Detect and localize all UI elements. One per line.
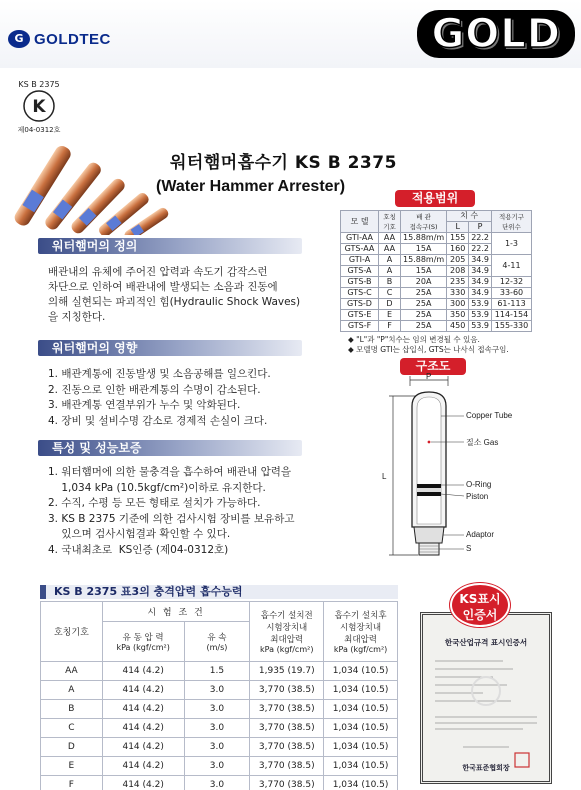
- perf-header-flow-pressure: [102, 622, 184, 662]
- section-effects-title: 워터햄머의 영향: [52, 341, 138, 355]
- section-features-title: 특성 및 성능보증: [52, 441, 142, 455]
- table-row: [41, 776, 398, 790]
- cell-units: 155-330: [492, 321, 532, 332]
- performance-heading: [40, 585, 398, 599]
- table-row: [41, 719, 398, 738]
- cell-before: 3,770 (38.5): [250, 681, 324, 700]
- cell-after: 1,034 (10.5): [324, 738, 398, 757]
- perf-header-test-cond: 시 험 조 건: [102, 602, 250, 622]
- features-item: 1. 워터햄머에 의한 물충격을 흡수하여 배관내 압력을: [48, 466, 292, 478]
- table-row: [341, 233, 532, 244]
- perf-header-velocity: [184, 622, 250, 662]
- definition-line: 을 지칭한다.: [48, 311, 106, 323]
- effects-item: 2. 진동으로 인한 배관계통의 수명이 감소된다.: [48, 383, 261, 396]
- cell-after: 1,034 (10.5): [324, 776, 398, 790]
- definition-line: 차단으로 인하여 배관내에 발생되는 소음과 진동에: [48, 281, 278, 293]
- cell-units: 12-32: [492, 277, 532, 288]
- perf-header-before-unit: kPa (kgf/cm²): [260, 645, 314, 654]
- page-title-korean: 워터햄머흡수기 KS B 2375: [170, 153, 397, 173]
- scope-header-units: 적용기구 단위수: [492, 211, 532, 233]
- cell-velocity: 3.0: [184, 719, 250, 738]
- definition-text: [48, 265, 310, 325]
- cell-model: GTS-C: [341, 288, 379, 299]
- effects-item: 3. 배관계통 연결부위가 누수 및 악화된다.: [48, 399, 241, 411]
- cell-pressure: 414 (4.2): [102, 776, 184, 790]
- effects-item: 4. 장비 및 설비수명 감소로 경제적 손실이 크다.: [48, 414, 268, 427]
- cell-L: 450: [447, 321, 469, 332]
- cell-P: 53.9: [469, 299, 492, 310]
- section-definition-heading: [38, 238, 302, 254]
- cell-model: GTS-AA: [341, 244, 379, 255]
- cell-after: 1,034 (10.5): [324, 700, 398, 719]
- cell-pressure: 414 (4.2): [102, 757, 184, 776]
- structure-badge: 구조도: [400, 358, 466, 375]
- cell-code: F: [41, 776, 103, 790]
- section-features-heading: [38, 440, 302, 456]
- table-row: [41, 738, 398, 757]
- label-copper-tube: Copper Tube: [466, 411, 513, 420]
- effects-list: [48, 367, 318, 429]
- perf-header-flow-pressure-unit: kPa (kgf/cm²): [116, 643, 170, 652]
- ks-standard-label: KS B 2375: [18, 80, 60, 89]
- table-row: [41, 662, 398, 681]
- label-adaptor: Adaptor: [466, 530, 495, 539]
- cell-model: GTI-A: [341, 255, 379, 266]
- perf-header-before-text: 흡수기 설치전 시험장치내 최대압력: [260, 611, 313, 645]
- cell-before: 3,770 (38.5): [250, 776, 324, 790]
- table-row: [41, 681, 398, 700]
- cell-L: 330: [447, 288, 469, 299]
- cell-model: GTS-E: [341, 310, 379, 321]
- scope-table: [340, 210, 532, 332]
- performance-table: [40, 601, 398, 790]
- cell-before: 3,770 (38.5): [250, 719, 324, 738]
- perf-header-after-unit: kPa (kgf/cm²): [333, 645, 388, 654]
- cell-P: 34.9: [469, 288, 492, 299]
- cell-conn: 15A: [401, 266, 447, 277]
- cell-code: A: [379, 255, 401, 266]
- features-item: 있으며 검사시험결과 확인할 수 있다.: [48, 528, 231, 540]
- cell-P: 53.9: [469, 321, 492, 332]
- perf-header-velocity-text: 유 속: [207, 633, 227, 643]
- cell-velocity: 3.0: [184, 738, 250, 757]
- ks-certificate-badge: [450, 583, 510, 627]
- definition-line: 의해 실현되는 파괴적인 힘(Hydraulic Shock Waves): [48, 296, 301, 308]
- cell-code: C: [41, 719, 103, 738]
- structure-diagram: [338, 372, 550, 572]
- table-row: [341, 310, 532, 321]
- cell-code: C: [379, 288, 401, 299]
- cell-code: D: [41, 738, 103, 757]
- cell-code: E: [41, 757, 103, 776]
- brand-logo: [8, 30, 111, 48]
- cell-velocity: 1.5: [184, 662, 250, 681]
- cell-conn: 15A: [401, 244, 447, 255]
- table-row: [341, 288, 532, 299]
- perf-header-flow-pressure-text: 유 동 압 력: [122, 633, 164, 643]
- cell-before: 3,770 (38.5): [250, 757, 324, 776]
- cell-after: 1,034 (10.5): [324, 662, 398, 681]
- cell-before: 1,935 (19.7): [250, 662, 324, 681]
- cell-velocity: 3.0: [184, 681, 250, 700]
- certificate-image: [420, 612, 552, 784]
- cell-L: 208: [447, 266, 469, 277]
- table-row: [41, 757, 398, 776]
- cell-code: AA: [379, 244, 401, 255]
- label-P: P: [426, 372, 432, 381]
- cell-conn: 25A: [401, 310, 447, 321]
- cell-P: 34.9: [469, 266, 492, 277]
- product-arrester-image: [10, 130, 175, 235]
- cell-units: 114-154: [492, 310, 532, 321]
- cell-pressure: 414 (4.2): [102, 719, 184, 738]
- ks-cert-number: 제04-0312호: [17, 126, 61, 134]
- cell-P: 34.9: [469, 255, 492, 266]
- certificate-issuer: 한국표준협회장: [462, 764, 510, 772]
- table-row: [341, 299, 532, 310]
- cell-model: GTS-F: [341, 321, 379, 332]
- definition-line: 배관내의 유체에 주어진 압력과 속도기 감작스런: [48, 266, 268, 278]
- cell-conn: 20A: [401, 277, 447, 288]
- scope-header-dim: 치 수: [447, 211, 492, 222]
- cell-code: AA: [379, 233, 401, 244]
- features-item: 3. KS B 2375 기준에 의한 검사시험 장비를 보유하고: [48, 512, 295, 525]
- cell-before: 3,770 (38.5): [250, 700, 324, 719]
- page-title-english: (Water Hammer Arrester): [156, 178, 346, 195]
- scope-header-model: 모 델: [341, 211, 379, 233]
- effects-item: 1. 배관계통에 진동발생 및 소음공해를 일으킨다.: [48, 368, 271, 380]
- cell-model: GTS-B: [341, 277, 379, 288]
- label-L: L: [382, 472, 387, 481]
- cell-pressure: 414 (4.2): [102, 681, 184, 700]
- table-row: [341, 321, 532, 332]
- certificate-title: 한국산업규격 표시인증서: [444, 638, 528, 647]
- cell-code: A: [41, 681, 103, 700]
- table-row: [341, 255, 532, 266]
- features-list: [48, 465, 318, 558]
- cell-code: A: [379, 266, 401, 277]
- ks-badge-line1: KS표시: [459, 592, 501, 606]
- cell-velocity: 3.0: [184, 776, 250, 790]
- cell-after: 1,034 (10.5): [324, 681, 398, 700]
- cell-P: 22.2: [469, 233, 492, 244]
- cell-pressure: 414 (4.2): [102, 700, 184, 719]
- arrester-cross-section: [338, 372, 550, 572]
- cell-L: 205: [447, 255, 469, 266]
- cell-after: 1,034 (10.5): [324, 719, 398, 738]
- cell-P: 22.2: [469, 244, 492, 255]
- label-s: S: [466, 544, 472, 553]
- features-item: 2. 수직, 수평 등 모든 형태로 설치가 가능하다.: [48, 497, 261, 509]
- cell-P: 53.9: [469, 310, 492, 321]
- perf-header-code: 호칭기호: [41, 602, 103, 662]
- cell-velocity: 3.0: [184, 700, 250, 719]
- features-item: 1,034 kPa (10.5kgf/cm²)이하로 유지한다.: [48, 481, 266, 494]
- cell-L: 300: [447, 299, 469, 310]
- section-effects-heading: [38, 340, 302, 356]
- ks-symbol: K: [32, 97, 46, 117]
- cell-L: 155: [447, 233, 469, 244]
- ks-certification-mark: [10, 78, 68, 134]
- label-o-ring: O-Ring: [466, 480, 492, 489]
- cell-pressure: 414 (4.2): [102, 662, 184, 681]
- perf-header-before: [250, 602, 324, 662]
- perf-header-after-text: 흡수기 설치후 시험장치내 최대압력: [334, 611, 387, 645]
- label-nitrogen-gas: 질소 Gas: [466, 438, 499, 447]
- scope-header-P: P: [469, 222, 492, 233]
- cell-conn: 25A: [401, 288, 447, 299]
- cell-model: GTS-D: [341, 299, 379, 310]
- goldtec-logo-icon: G: [8, 30, 30, 48]
- perf-header-velocity-unit: (m/s): [206, 643, 228, 652]
- cell-L: 160: [447, 244, 469, 255]
- page-header: [0, 0, 581, 68]
- cell-conn: 25A: [401, 299, 447, 310]
- cell-model: GTI-AA: [341, 233, 379, 244]
- scope-note: ◆ "L"과 "P"치수는 임의 변경될 수 있음.: [348, 335, 480, 344]
- cell-P: 34.9: [469, 277, 492, 288]
- cell-units: 33-60: [492, 288, 532, 299]
- label-piston: Piston: [466, 492, 489, 501]
- cell-code: E: [379, 310, 401, 321]
- section-definition-title: 워터햄머의 정의: [52, 239, 138, 253]
- table-row: [41, 700, 398, 719]
- scope-header-connect: 배 관 접속구(S): [401, 211, 447, 233]
- features-item: 4. 국내최초로 KS인증 (제04-0312호): [48, 543, 229, 556]
- ks-badge-line2: 인증서: [462, 608, 498, 622]
- cell-after: 1,034 (10.5): [324, 757, 398, 776]
- scope-badge: 적용범위: [395, 190, 475, 207]
- cell-L: 350: [447, 310, 469, 321]
- cell-code: AA: [41, 662, 103, 681]
- cell-code: D: [379, 299, 401, 310]
- certificate-body-lines: [423, 651, 549, 771]
- brand-name: GOLDTEC: [34, 30, 111, 48]
- cell-code: F: [379, 321, 401, 332]
- cell-model: GTS-A: [341, 266, 379, 277]
- scope-notes: [348, 335, 509, 355]
- table-row: [341, 277, 532, 288]
- cell-velocity: 3.0: [184, 757, 250, 776]
- cell-units: 61-113: [492, 299, 532, 310]
- cell-conn: 15.88m/m: [401, 233, 447, 244]
- cell-pressure: 414 (4.2): [102, 738, 184, 757]
- scope-header-code: 호칭기호: [379, 211, 401, 233]
- cell-code: B: [379, 277, 401, 288]
- perf-header-after: [324, 602, 398, 662]
- cell-conn: 15.88m/m: [401, 255, 447, 266]
- cell-units: 1-3: [492, 233, 532, 255]
- cell-conn: 25A: [401, 321, 447, 332]
- cell-units: 4-11: [492, 255, 532, 277]
- cell-before: 3,770 (38.5): [250, 738, 324, 757]
- cell-code: B: [41, 700, 103, 719]
- scope-note: ◆ 모델명 GTI는 삽입식, GTS는 나사식 접속구임.: [348, 345, 509, 354]
- gold-wordmark: GOLD: [417, 10, 575, 58]
- scope-header-L: L: [447, 222, 469, 233]
- performance-title: KS B 2375 표3의 충격압력 흡수능력: [54, 585, 243, 598]
- cell-L: 235: [447, 277, 469, 288]
